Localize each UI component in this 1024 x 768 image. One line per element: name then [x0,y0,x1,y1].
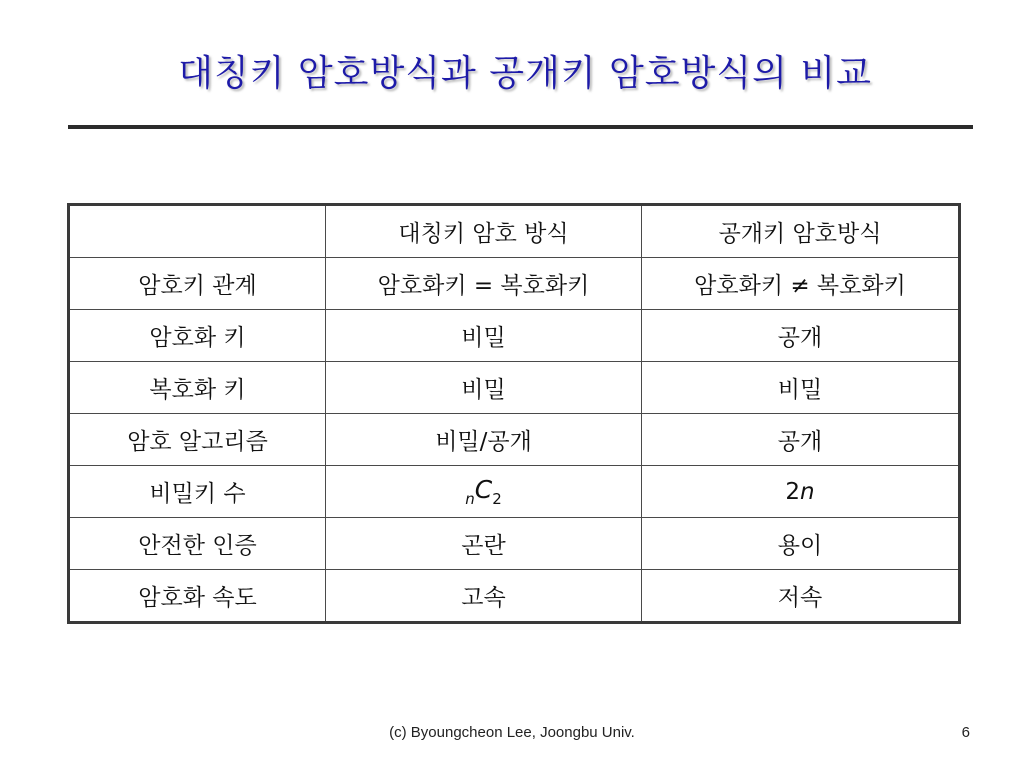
table-cell: 공개 [642,310,960,362]
header-cell-empty [69,205,326,258]
row-label: 복호화 키 [69,362,326,414]
table-cell: 암호화키 ≠ 복호화키 [642,258,960,310]
row-label: 암호 알고리즘 [69,414,326,466]
table-cell-public-key-count [642,466,960,518]
slide-title: 대칭키 암호방식과 공개키 암호방식의 비교 [178,53,872,94]
table-cell: 저속 [642,570,960,623]
table-cell-symmetric-key-count [326,466,642,518]
table-cell: 용이 [642,518,960,570]
linear-formula [785,479,814,505]
table-row [69,518,960,570]
formula-subscript-n: n [465,490,475,508]
table-cell: 비밀 [326,310,642,362]
row-label: 암호화 키 [69,310,326,362]
table-row [69,414,960,466]
formula-variable-n: n [800,478,815,505]
formula-base-c: C [474,475,493,504]
table-row [69,570,960,623]
page-number: 6 [961,724,970,741]
comparison-table [67,203,961,624]
combination-formula [465,475,502,508]
row-label: 비밀키 수 [69,466,326,518]
table-cell: 공개 [642,414,960,466]
header-cell-public-key: 공개키 암호방식 [642,205,960,258]
table-cell: 비밀 [326,362,642,414]
table-cell: 암호화키 = 복호화키 [326,258,642,310]
formula-subscript-2: 2 [492,490,502,508]
table-row [69,362,960,414]
table-cell: 비밀 [642,362,960,414]
table-row [69,310,960,362]
header-cell-symmetric: 대칭키 암호 방식 [326,205,642,258]
table-row [69,466,960,518]
row-label: 안전한 인증 [69,518,326,570]
table-cell: 고속 [326,570,642,623]
table-cell: 곤란 [326,518,642,570]
table-header-row [69,205,960,258]
table-row [69,258,960,310]
table-cell: 비밀/공개 [326,414,642,466]
footer-credit: (c) Byoungcheon Lee, Joongbu Univ. [389,724,635,741]
row-label: 암호키 관계 [69,258,326,310]
formula-coefficient: 2 [785,478,801,505]
title-divider [68,125,973,129]
row-label: 암호화 속도 [69,570,326,623]
